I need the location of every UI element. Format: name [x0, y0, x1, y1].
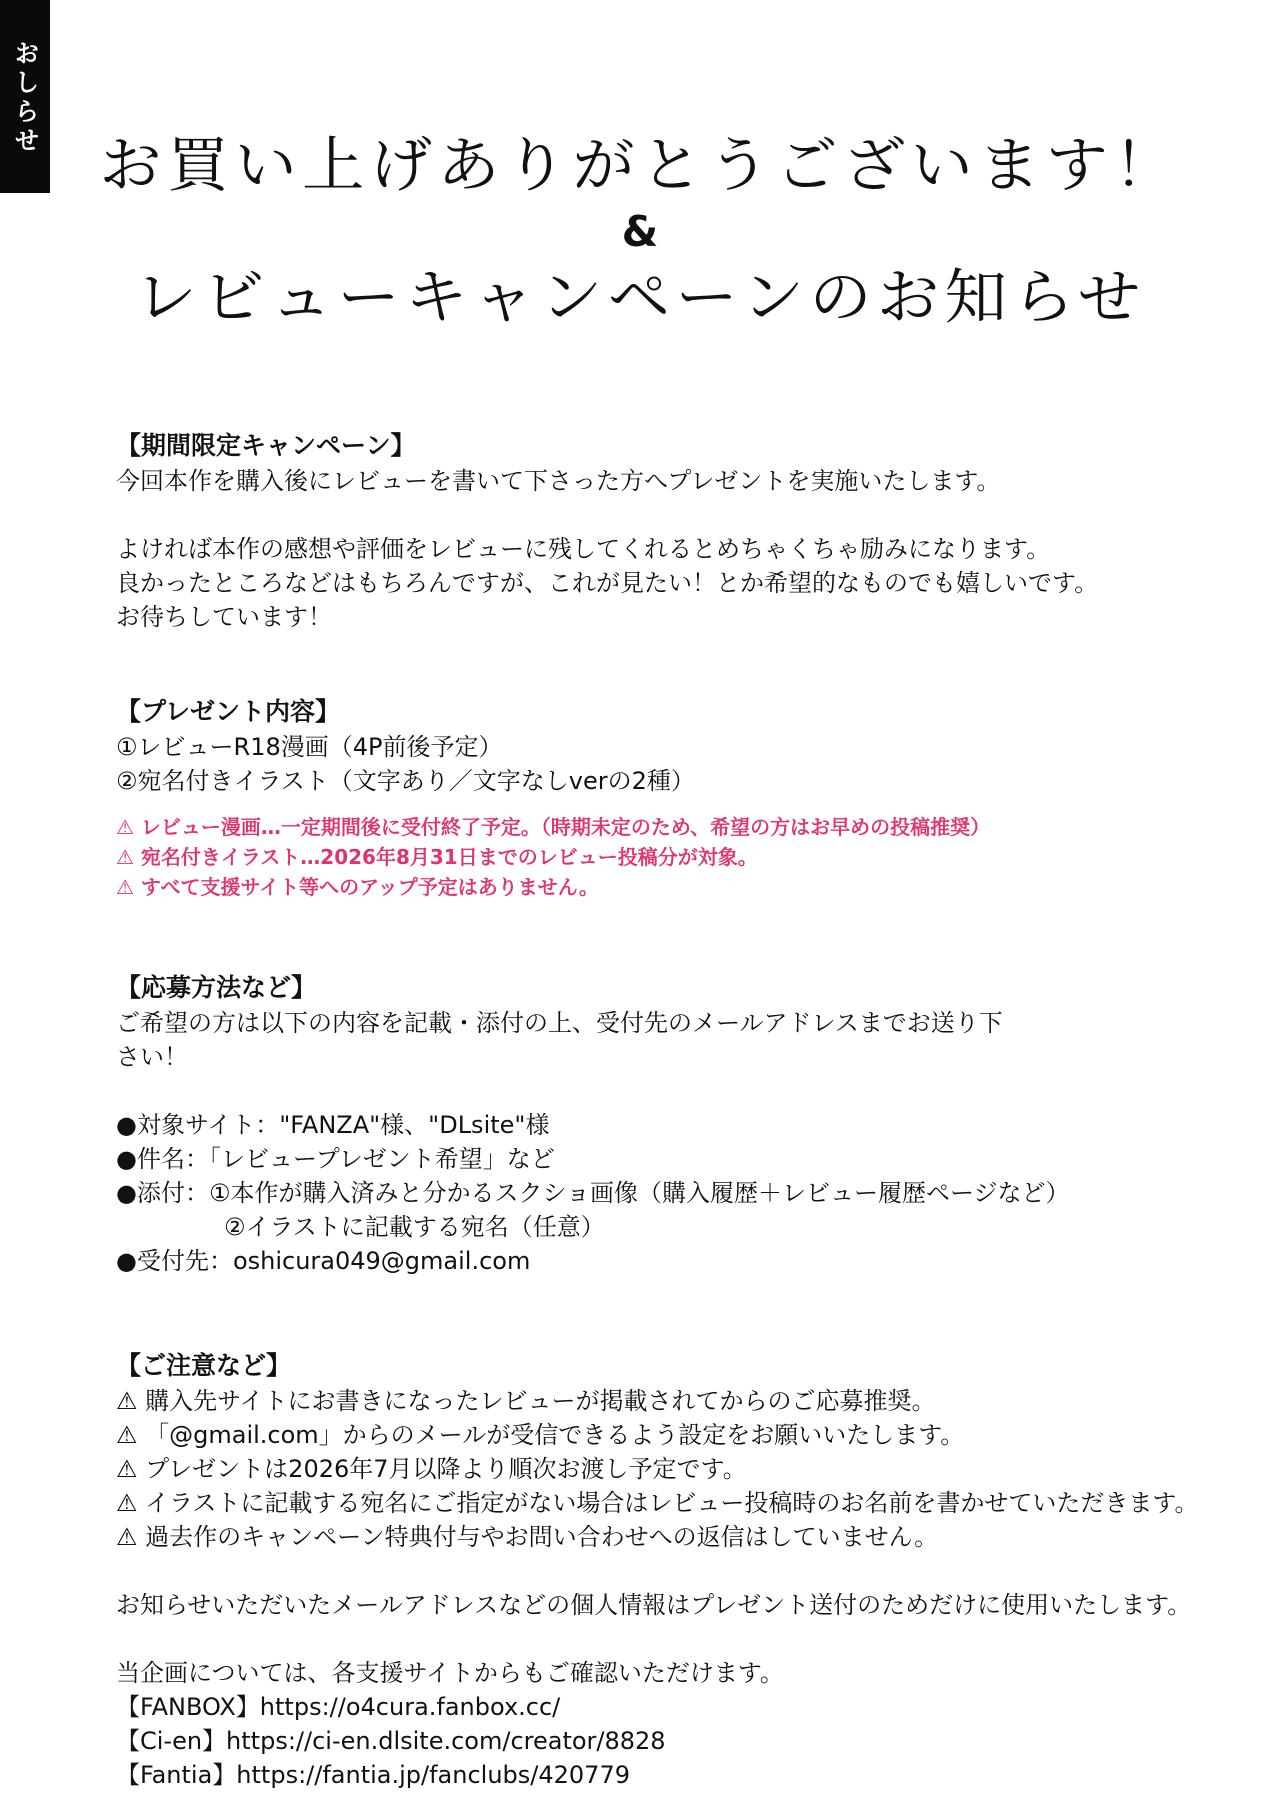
apply-intro-1: ご希望の方は以下の内容を記載・添付の上、受付先のメールアドレスまでお送り下: [116, 1009, 1003, 1037]
title-line-2: レビューキャンペーンのお知らせ: [134, 263, 1146, 333]
apply-subject: ●件名：「レビュープレゼント希望」など: [116, 1145, 555, 1173]
present-item-1: ①レビューR18漫画（4P前後予定）: [116, 733, 503, 761]
notes-item: ⚠ プレゼントは2026年7月以降より順次お渡し予定です。: [116, 1455, 747, 1483]
fantia-link[interactable]: 【Fantia】https://fantia.jp/fanclubs/420779: [116, 1761, 630, 1789]
present-item-2: ②宛名付きイラスト（文字あり／文字なしverの2種）: [116, 767, 695, 795]
notes-section: [116, 1348, 1236, 1792]
cien-link[interactable]: 【Ci-en】https://ci-en.dlsite.com/creator/8828: [116, 1727, 666, 1755]
campaign-line-4: お待ちしています！: [116, 603, 332, 631]
spacer: [116, 1554, 1236, 1588]
notes-item: ⚠ 過去作のキャンペーン特典付与やお問い合わせへの返信はしていません。: [116, 1523, 939, 1551]
apply-intro-2: さい！: [116, 1043, 188, 1071]
apply-heading: 【応募方法など】: [116, 973, 317, 1002]
apply-section: [116, 970, 1236, 1278]
campaign-line-2: よければ本作の感想や評価をレビューに残してくれるとめちゃくちゃ励みになります。: [116, 535, 1051, 563]
spacer: [116, 498, 1236, 532]
page-title: [0, 130, 1280, 334]
present-warning-2: ⚠ 宛名付きイラスト…2026年8月31日までのレビュー投稿分が対象。: [116, 845, 758, 869]
spacer: [116, 634, 1236, 694]
title-ampersand: &: [621, 207, 659, 256]
campaign-heading: 【期間限定キャンペーン】: [116, 431, 416, 460]
apply-target-site: ●対象サイト："FANZA"様、"DLsite"様: [116, 1111, 550, 1139]
notes-item: ⚠ 購入先サイトにお書きになったレビューが掲載されてからのご応募推奨。: [116, 1387, 936, 1415]
apply-attach-1: ●添付：①本作が購入済みと分かるスクショ画像（購入履歴＋レビュー履歴ページなど）: [116, 1179, 1070, 1207]
present-section: [116, 694, 1236, 902]
apply-recipient: ●受付先：oshicura049@gmail.com: [116, 1247, 531, 1275]
notes-heading: 【ご注意など】: [116, 1351, 292, 1380]
notes-item: ⚠ 「@gmail.com」からのメールが受信できるよう設定をお願いいたします。: [116, 1421, 965, 1449]
spacer: [116, 798, 1236, 812]
fanbox-link[interactable]: 【FANBOX】https://o4cura.fanbox.cc/: [116, 1693, 561, 1721]
spacer: [116, 902, 1236, 970]
present-warning-1: ⚠ レビュー漫画…一定期間後に受付終了予定。（時期未定のため、希望の方はお早めの投稿推奨）: [116, 815, 991, 839]
side-tab-label: おしらせ: [11, 40, 40, 156]
apply-attach-2: ②イラストに記載する宛名（任意）: [224, 1213, 605, 1241]
campaign-section: [116, 428, 1236, 634]
present-warning-3: ⚠ すべて支援サイト等へのアップ予定はありません。: [116, 875, 599, 899]
spacer: [116, 1074, 1236, 1108]
notes-item: ⚠ イラストに記載する宛名にご指定がない場合はレビュー投稿時のお名前を書かせていただきます。: [116, 1489, 1199, 1517]
present-heading: 【プレゼント内容】: [116, 697, 341, 726]
title-line-1: お買い上げありがとうございます！: [99, 131, 1181, 201]
confirm-note: 当企画については、各支援サイトからもご確認いただけます。: [116, 1659, 784, 1687]
campaign-line-3: 良かったところなどはもちろんですが、これが見たい！とか希望的なものでも嬉しいです。: [116, 569, 1099, 597]
notice-body: [116, 428, 1236, 1792]
privacy-note: お知らせいただいたメールアドレスなどの個人情報はプレゼント送付のためだけに使用いたします。: [116, 1591, 1192, 1619]
spacer: [116, 1622, 1236, 1656]
campaign-line-1: 今回本作を購入後にレビューを書いて下さった方へプレゼントを実施いたします。: [116, 467, 1001, 495]
spacer: [116, 1278, 1236, 1348]
